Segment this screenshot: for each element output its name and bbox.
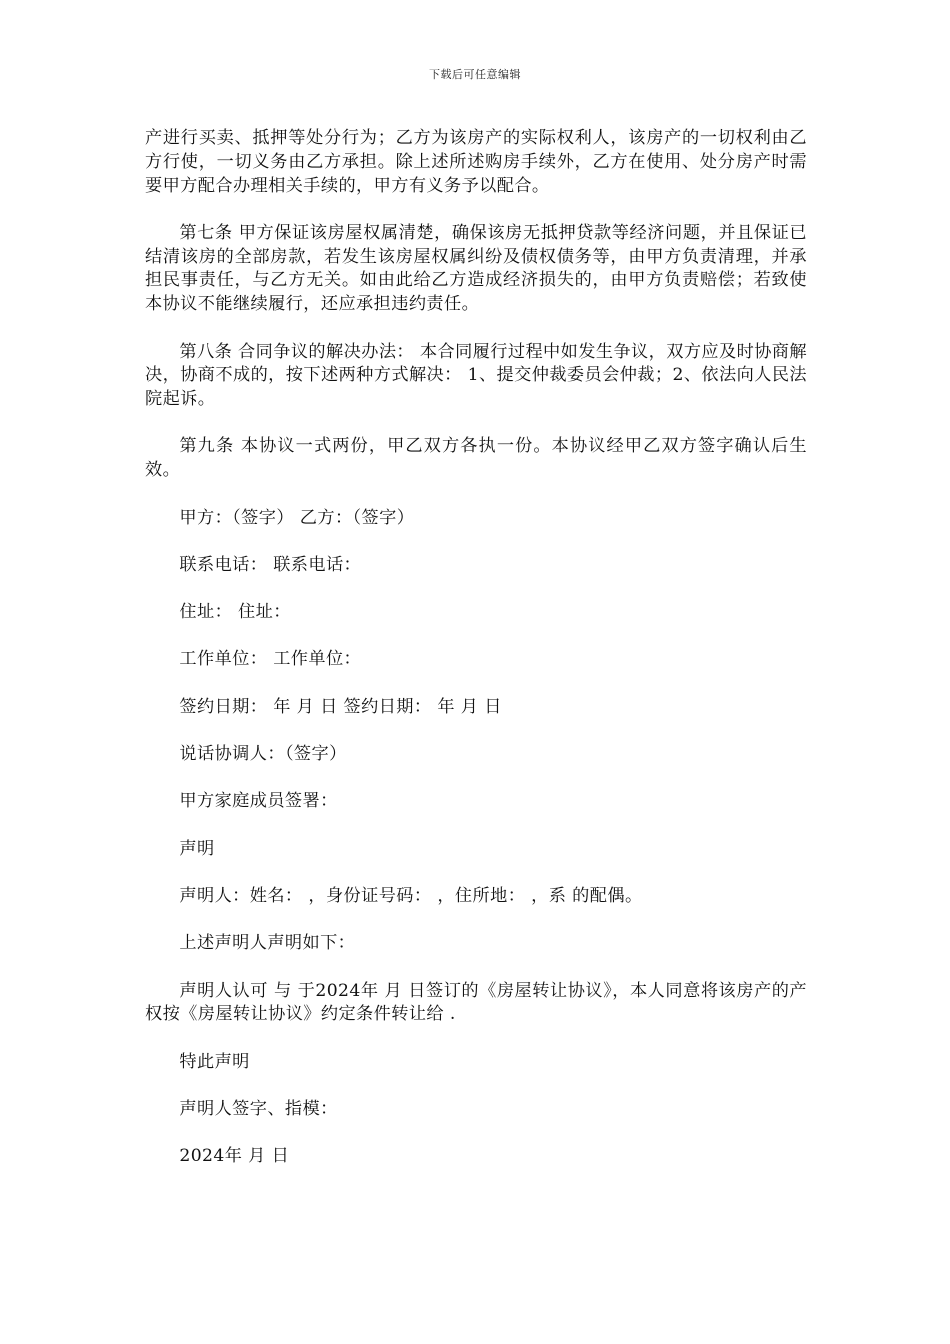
declaration-intro: 上述声明人声明如下： [179,933,356,954]
page-header: 下载后可任意编辑 [429,68,521,81]
declaration-date-line: 2024年 月 日 [179,1146,290,1167]
paragraph-continuation: 产进行买卖、抵押等处分行为；乙方为该房产的实际权利人，该房产的一切权利由乙方行使，一切义务由乙方承担。除上述所述购房手续外，乙方在使用、处分房产时需要甲方配合办理相关手续的，甲方有义务予以配合。 [145,128,807,196]
employer-line: 工作单位： 工作单位： [179,649,362,670]
family-member-signature-line: 甲方家庭成员签署： [179,791,338,812]
declarant-info-line: 声明人：姓名： ，身份证号码： ，住所地： ，系 的配偶。 [179,885,643,906]
article-7-paragraph: 第七条 甲方保证该房屋权属清楚，确保该房无抵押贷款等经济问题，并且保证已结清该房的全部房款，若发生该房屋权属纠纷及债权债务等，由甲方负责清理，并承担民事责任，与乙方无关。如由此给乙方造成经济损失的，由甲方负责赔偿；若致使本协议不能继续履行，还应承担违约责任。 [145,222,807,315]
declarant-signature-line: 声明人签字、指模： [179,1098,338,1119]
mediator-line: 说话协调人：（签字） [179,744,347,765]
declaration-body: 声明人认可 与 于2024年 月 日签订的《房屋转让协议》，本人同意将该房产的产权按《房屋转让协议》约定条件转让给 . [145,980,807,1025]
address-line: 住址： 住址： [179,602,291,623]
article-9-paragraph: 第九条 本协议一式两份，甲乙双方各执一份。本协议经甲乙双方签字确认后生效。 [145,436,807,481]
declaration-closing: 特此声明 [179,1051,250,1072]
declaration-title: 声明 [179,838,215,859]
party-signature-line: 甲方：（签字） 乙方：（签字） [179,507,415,528]
document-body [145,127,807,1193]
phone-line: 联系电话： 联系电话： [179,554,362,575]
article-8-paragraph: 第八条 合同争议的解决办法： 本合同履行过程中如发生争议，双方应及时协商解决，协商不成的，按下述两种方式解决： 1、提交仲裁委员会仲裁；2、依法向人民法院起诉。 [145,341,807,410]
signing-date-line: 签约日期： 年 月 日 签约日期： 年 月 日 [179,696,502,717]
